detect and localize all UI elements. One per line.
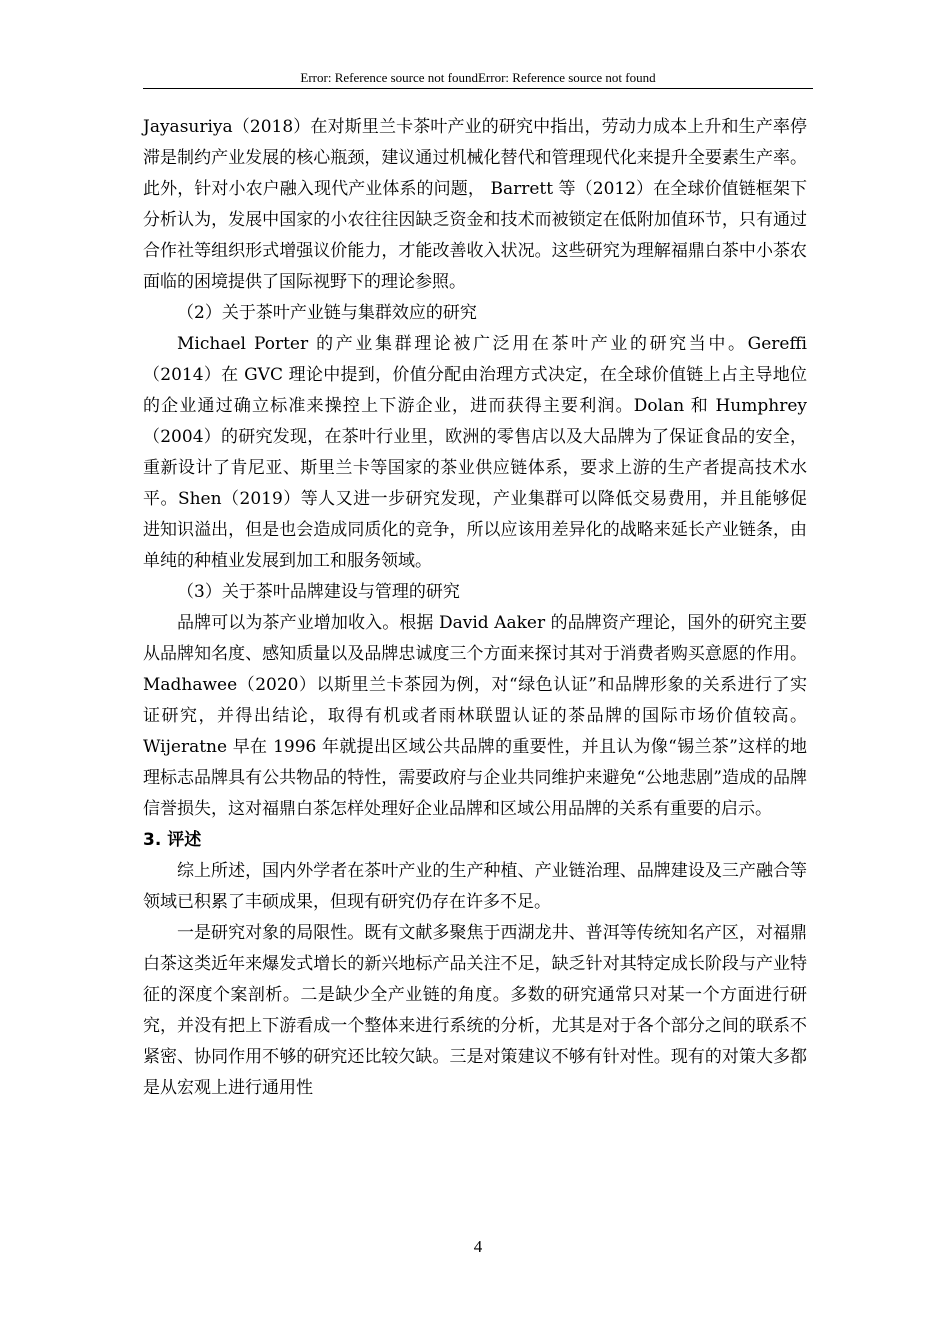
paragraph-shortcomings: 一是研究对象的局限性。既有文献多聚焦于西湖龙井、普洱等传统知名产区，对福鼎白茶这类近年来爆发式增长的新兴地标产品关注不足，缺乏针对其特定成长阶段与产业特征的深度个案剖析。二是缺少全产业链的角度。多数的研究通常只对某一个方面进行研究，并没有把上下游看成一个整体来进行系统的分析，尤其是对于各个部分之间的联系不紧密、协同作用不够的研究还比较欠缺。三是对策建议不够有针对性。现有的对策大多都是从宏观上进行通用性 — [143, 923, 807, 1098]
subheading-brand-building: （3）关于茶叶品牌建设与管理的研究 — [177, 582, 460, 602]
running-header: Error: Reference source not foundError: Reference source not found — [300, 70, 656, 85]
section-heading-review: 3. 评述 — [143, 830, 202, 850]
page-number: 4 — [473, 1237, 483, 1256]
page-body — [143, 112, 807, 1104]
paragraph-porter: Michael Porter 的产业集群理论被广泛用在茶叶产业的研究当中。Gereffi（2014）在 GVC 理论中提到，价值分配由治理方式决定，在全球价值链上占主导地位的企业通过确立标准来操控上下游企业，进而获得主要利润。Dolan 和 Humphrey（2004）的研究发现，在茶叶行业里，欧洲的零售店以及大品牌为了保证食品的安全，重新设计了肯尼亚、斯里兰卡等国家的茶业供应链体系，要求上游的生产者提高技术水平。Shen（2019）等人又进一步研究发现，产业集群可以降低交易费用，并且能够促进知识溢出，但是也会造成同质化的竞争，所以应该用差异化的战略来延长产业链条，由单纯的种植业发展到加工和服务领域。 — [143, 334, 807, 571]
paragraph-jayasuriya: Jayasuriya（2018）在对斯里兰卡茶叶产业的研究中指出，劳动力成本上升和生产率停滞是制约产业发展的核心瓶颈，建议通过机械化替代和管理现代化来提升全要素生产率。此外，针对小农户融入现代产业体系的问题， Barrett 等（2012）在全球价值链框架下分析认为，发展中国家的小农往往因缺乏资金和技术而被锁定在低附加值环节，只有通过合作社等组织形式增强议价能力，才能改善收入状况。这些研究为理解福鼎白茶中小茶农面临的困境提供了国际视野下的理论参照。 — [143, 117, 807, 292]
subheading-industry-chain: （2）关于茶叶产业链与集群效应的研究 — [177, 303, 477, 323]
paragraph-summary: 综上所述，国内外学者在茶叶产业的生产种植、产业链治理、品牌建设及三产融合等领域已积累了丰硕成果，但现有研究仍存在许多不足。 — [143, 861, 807, 912]
paragraph-brand: 品牌可以为茶产业增加收入。根据 David Aaker 的品牌资产理论，国外的研究主要从品牌知名度、感知质量以及品牌忠诚度三个方面来探讨其对于消费者购买意愿的作用。Madhawee（2020）以斯里兰卡茶园为例，对“绿色认证”和品牌形象的关系进行了实证研究，并得出结论，取得有机或者雨林联盟认证的茶品牌的国际市场价值较高。Wijeratne 早在 1996 年就提出区域公共品牌的重要性，并且认为像“锡兰茶”这样的地理标志品牌具有公共物品的特性，需要政府与企业共同维护来避免“公地悲剧”造成的品牌信誉损失，这对福鼎白茶怎样处理好企业品牌和区域公用品牌的关系有重要的启示。 — [143, 613, 807, 819]
header-rule — [143, 88, 813, 89]
